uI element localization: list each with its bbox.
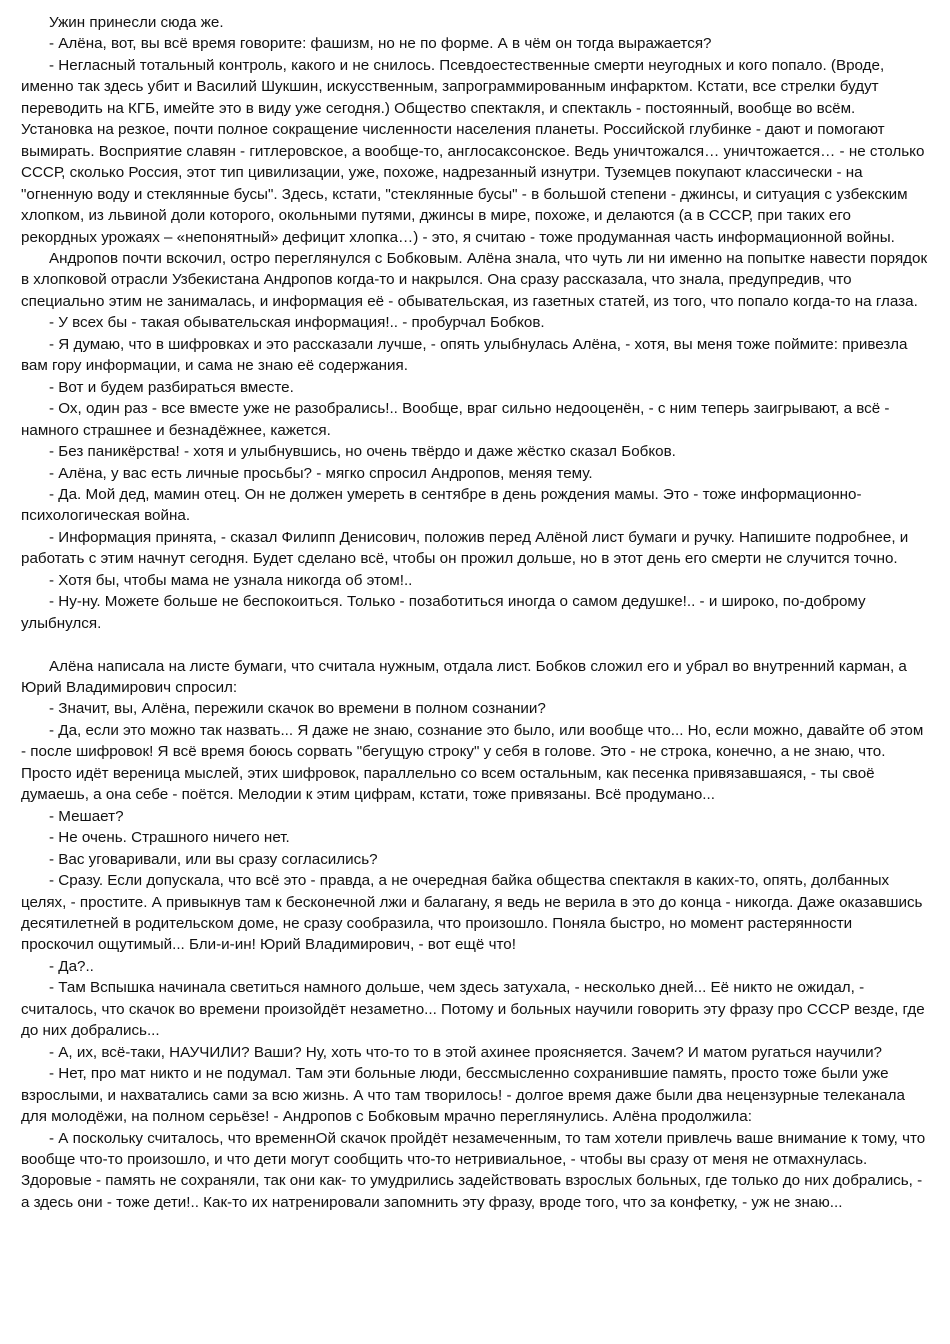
paragraph: - Там Вспышка начинала светиться намного дольше, чем здесь затухала, - несколько дней... Её никто не ожидал, - считалось, что скачок во времени произойдёт незаметно... Потому и больных научили говорить эту фразу про СССР везде, где до них добрались... [21, 979, 925, 1040]
paragraph: - Да. Мой дед, мамин отец. Он не должен умереть в сентябре в день рождения мамы. Это - тоже информационно-психологическая война. [21, 485, 862, 525]
paragraph: - Ох, один раз - все вместе уже не разобрались!.. Вообще, враг сильно недооценён, - с ним теперь заигрывают, а всё - намного страшнее и безнадёжнее, кажется. [21, 400, 890, 439]
paragraph: - Да?.. [49, 957, 94, 975]
paragraph: Алёна написала на листе бумаги, что считала нужным, отдала лист. Бобков сложил его и убрал во внутренний карман, а Юрий Владимирович спросил: [21, 657, 907, 697]
paragraph: - Алёна, у вас есть личные просьбы? - мягко спросил Андропов, меняя тему. [49, 464, 593, 482]
paragraph: - Да, если это можно так назвать... Я даже не знаю, сознание это было, или вообще что... Но, если можно, давайте об этом - после шифровок! Я всё время боюсь сорвать "бегущую строку" у себя в голове. Это - не строка, конечно, а не знаю, что. Просто идёт вереница мыслей, этих шифровок, параллельно со всем остальным, как песенка привязавшаяся, - ты своё думаешь, а она себе - поётся. Мелодии к этим цифрам, кстати, тоже привязаны. Всё продумано... [21, 721, 924, 804]
paragraph: - Ну-ну. Можете больше не беспокоиться. Только - позаботиться иногда о самом дедушке!.. - и широко, по-доброму улыбнулся. [21, 593, 866, 632]
paragraph: - Сразу. Если допускала, что всё это - правда, а не очередная байка общества спектакля в каких-то, опять, долбанных целях, - простите. А привыкнув там к бесконечной лжи и балагану, я ведь не верила в это до конца - никогда. Даже оказавшись десятилетней в родительском доме, не сразу сообразила, что произошло. Поняла быстро, но момент растерянности проскочил ощутимый... Бли-и-ин! Юрий Владимирович, - вот ещё что! [21, 872, 923, 954]
paragraph: - Вас уговаривали, или вы сразу согласились? [49, 850, 378, 868]
paragraph: - Я думаю, что в шифровках и это рассказали лучше, - опять улыбнулась Алёна, - хотя, вы меня тоже поймите: привезла вам гору информации, и сама не знаю её содержания. [21, 335, 908, 375]
paragraph: - Значит, вы, Алёна, пережили скачок во времени в полном сознании? [49, 700, 546, 718]
paragraph: - А, их, всё-таки, НАУЧИЛИ? Ваши? Ну, хоть что-то то в этой ахинее проясняется. Зачем? И матом ругаться научили? [49, 1043, 883, 1061]
paragraph: - У всех бы - такая обывательская информация!.. - пробурчал Бобков. [49, 314, 545, 332]
paragraph: - Информация принята, - сказал Филипп Денисович, положив перед Алёной лист бумаги и ручку. Напишите подробнее, и работать с этим начнут сегодня. Будет сделано всё, чтобы он прожил дольше, но в этот день его смерти не случится точно. [21, 528, 909, 568]
paragraph: - Без паникёрства! - хотя и улыбнувшись, но очень твёрдо и даже жёстко сказал Бобков. [49, 443, 676, 461]
paragraph: - Хотя бы, чтобы мама не узнала никогда об этом!.. [49, 571, 413, 589]
paragraph: Андропов почти вскочил, остро переглянулся с Бобковым. Алёна знала, что чуть ли ни именно на попытке навести порядок в хлопковой отрасли Узбекистана Андропов когда-то и накрылся. Она сразу рассказала, что знала, предупредив, что специально этим не занималась, и информация её - обывательская, из газетных статей, из того, что попало когда-то на глаза. [21, 249, 928, 310]
paragraph: - Вот и будем разбираться вместе. [49, 378, 294, 396]
paragraph: - Мешает? [49, 807, 124, 825]
paragraph: - Негласный тотальный контроль, какого и не снилось. Псевдоестественные смерти неугодных и кого попало. (Вроде, именно так здесь убит и Василий Шукшин, искусственным, запрограммированным инфарктом. Кстати, все стрелки будут переводить на КГБ, имейте это в виду уже сегодня.) Общество спектакля, и спектакль - постоянный, вообще во всём. Установка на резкое, почти полное сокращение численности населения планеты. Российской глубинке - дают и помогают вымирать. Восприятие славян - гитлеровское, а вообще-то, англосаксонское. Ведь уничтожался… уничтожается… - не столько СССР, сколько Россия, этот тип цивилизации, уже, похоже, надрезанный изнутри. Туземцев покупают классически - на "огненную воду и стеклянные бусы". Здесь, кстати, "стеклянные бусы" - в большой степени - джинсы, и ситуация с узбекским хлопком, из львиной доли которого, окольными путями, джинсы в мире, похоже, и делаются (а в СССР, при таких его рекордных урожаях – «непонятный» дефицит хлопка…) - это, я считаю - тоже продуманная часть информационной войны. [21, 56, 925, 246]
paragraph: - Алёна, вот, вы всё время говорите: фашизм, но не по форме. А в чём он тогда выражается? [49, 35, 712, 53]
paragraph: - Нет, про мат никто и не подумал. Там эти больные люди, бессмысленно сохранившие память, просто тоже были уже взрослыми, и нахватались сами за всю жизнь. А что там творилось! - долгое время даже были два нецензурные телеканала для молодёжи, на полном серьёзе! - Андропов с Бобковым мрачно переглянулись. Алёна продолжила: [21, 1065, 905, 1126]
paragraph: - А поскольку считалось, что временнОй скачок пройдёт незамеченным, то там хотели привлечь ваше внимание к тому, что вообще что-то произошло, и что дети могут сообщить что-то нетривиальное, - чтобы вы сразу от меня не отмахнулась. Здоровые - память не сохраняли, так они как- то умудрились задействовать взрослых больных, где только до них добрались, - а здесь они - тоже дети!.. Как-то их натренировали запомнить эту фразу, вроде того, что за конфетку, - уж не знаю... [21, 1129, 926, 1211]
paragraph: - Не очень. Страшного ничего нет. [49, 829, 290, 847]
paragraph-gap [21, 634, 928, 655]
paragraph: Ужин принесли сюда же. [49, 14, 224, 31]
